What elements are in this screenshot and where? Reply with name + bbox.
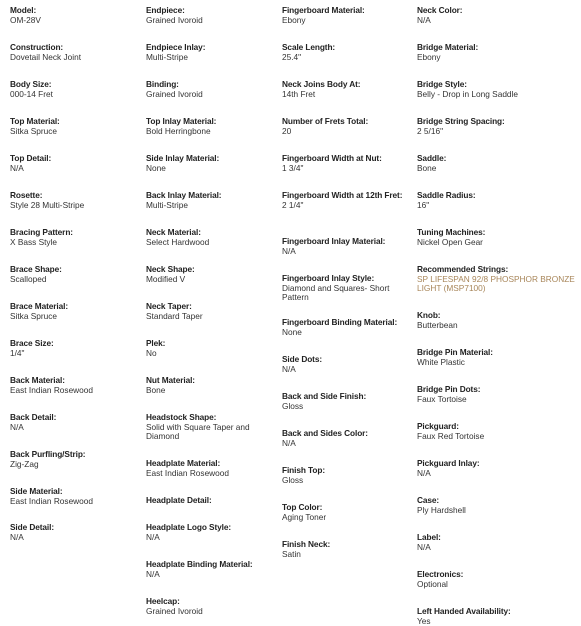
spec-label: Back Inlay Material: <box>146 191 276 201</box>
spec-item <box>10 450 138 469</box>
spec-label: Fingerboard Binding Material: <box>282 318 412 328</box>
spec-item <box>417 311 577 330</box>
spec-value: N/A <box>10 423 138 433</box>
spec-label: Bridge Pin Material: <box>417 348 577 358</box>
spec-item <box>282 43 412 62</box>
spec-value: Sitka Spruce <box>10 312 138 322</box>
spec-label: Brace Material: <box>10 302 138 312</box>
spec-value: 2 5/16" <box>417 127 577 137</box>
spec-label: Electronics: <box>417 570 577 580</box>
spec-value: East Indian Rosewood <box>10 497 138 507</box>
spec-item <box>10 6 138 25</box>
spec-item <box>417 43 577 62</box>
spec-item <box>10 191 138 210</box>
spec-label: Fingerboard Inlay Material: <box>282 237 412 247</box>
spec-label: Fingerboard Inlay Style: <box>282 274 412 284</box>
spec-label: Fingerboard Width at Nut: <box>282 154 412 164</box>
spec-value: 25.4" <box>282 53 412 63</box>
spec-label: Top Color: <box>282 503 412 513</box>
spec-value: N/A <box>417 469 577 479</box>
spec-item <box>282 237 412 256</box>
spec-item <box>10 117 138 136</box>
spec-label: Back Detail: <box>10 413 138 423</box>
spec-item <box>282 429 412 448</box>
spec-value: 14th Fret <box>282 90 412 100</box>
spec-value: Yes <box>417 617 577 626</box>
spec-label: Side Material: <box>10 487 138 497</box>
spec-item <box>417 459 577 478</box>
spec-value: OM-28V <box>10 16 138 26</box>
spec-value: N/A <box>10 533 138 543</box>
spec-value: Solid with Square Taper and Diamond <box>146 423 276 442</box>
recommended-strings-link[interactable]: SP LIFESPAN 92/8 PHOSPHOR BRONZE LIGHT (MSP7100) <box>417 275 577 294</box>
spec-label: Left Handed Availability: <box>417 607 577 617</box>
spec-item <box>282 191 412 210</box>
spec-label: Pickguard: <box>417 422 577 432</box>
spec-label: Bridge Pin Dots: <box>417 385 577 395</box>
spec-value: Nickel Open Gear <box>417 238 577 248</box>
spec-item <box>282 466 412 485</box>
spec-value: White Plastic <box>417 358 577 368</box>
spec-value: Style 28 Multi-Stripe <box>10 201 138 211</box>
spec-value: Optional <box>417 580 577 590</box>
spec-item <box>146 339 276 358</box>
spec-value: Scalloped <box>10 275 138 285</box>
spec-item <box>146 302 276 321</box>
spec-label: Headstock Shape: <box>146 413 276 423</box>
spec-label: Model: <box>10 6 138 16</box>
spec-value: 2 1/4" <box>282 201 412 211</box>
spec-value: Standard Taper <box>146 312 276 322</box>
spec-label: Saddle Radius: <box>417 191 577 201</box>
spec-value: N/A <box>282 439 412 449</box>
spec-label: Back Material: <box>10 376 138 386</box>
spec-label: Body Size: <box>10 80 138 90</box>
spec-label: Side Dots: <box>282 355 412 365</box>
spec-item <box>10 523 138 542</box>
spec-label: Nut Material: <box>146 376 276 386</box>
spec-label: Neck Material: <box>146 228 276 238</box>
spec-value: Satin <box>282 550 412 560</box>
spec-label: Neck Color: <box>417 6 577 16</box>
spec-label: Scale Length: <box>282 43 412 53</box>
spec-value: 16" <box>417 201 577 211</box>
spec-label: Top Detail: <box>10 154 138 164</box>
spec-label: Headplate Detail: <box>146 496 276 506</box>
spec-label: Construction: <box>10 43 138 53</box>
spec-label: Back and Sides Color: <box>282 429 412 439</box>
spec-value: Bone <box>417 164 577 174</box>
spec-value: N/A <box>10 164 138 174</box>
spec-item <box>417 607 577 626</box>
spec-label: Fingerboard Material: <box>282 6 412 16</box>
spec-item <box>417 265 577 294</box>
spec-item <box>282 355 412 374</box>
spec-value: Belly - Drop in Long Saddle <box>417 90 577 100</box>
spec-item <box>417 191 577 210</box>
spec-label: Number of Frets Total: <box>282 117 412 127</box>
spec-value: Multi-Stripe <box>146 201 276 211</box>
spec-value: Sitka Spruce <box>10 127 138 137</box>
spec-item <box>282 318 412 337</box>
spec-label: Tuning Machines: <box>417 228 577 238</box>
spec-value: Grained Ivoroid <box>146 90 276 100</box>
spec-value: 1 3/4" <box>282 164 412 174</box>
spec-label: Brace Shape: <box>10 265 138 275</box>
spec-item <box>10 228 138 247</box>
spec-value: N/A <box>417 16 577 26</box>
spec-label: Bridge Style: <box>417 80 577 90</box>
spec-label: Finish Top: <box>282 466 412 476</box>
spec-item <box>146 43 276 62</box>
spec-value: N/A <box>282 247 412 257</box>
spec-item <box>10 376 138 395</box>
spec-label: Rosette: <box>10 191 138 201</box>
spec-item <box>417 570 577 589</box>
spec-value: Diamond and Squares- Short Pattern <box>282 284 412 303</box>
spec-item <box>282 117 412 136</box>
spec-label: Neck Joins Body At: <box>282 80 412 90</box>
spec-item <box>146 496 276 506</box>
spec-value: Ply Hardshell <box>417 506 577 516</box>
spec-label: Case: <box>417 496 577 506</box>
spec-value: N/A <box>146 570 276 580</box>
spec-value: Faux Red Tortoise <box>417 432 577 442</box>
spec-label: Top Material: <box>10 117 138 127</box>
spec-value: None <box>146 164 276 174</box>
spec-value: X Bass Style <box>10 238 138 248</box>
spec-label: Side Detail: <box>10 523 138 533</box>
spec-label: Recommended Strings: <box>417 265 577 275</box>
spec-value: Butterbean <box>417 321 577 331</box>
spec-label: Side Inlay Material: <box>146 154 276 164</box>
spec-item <box>10 413 138 432</box>
spec-item <box>282 154 412 173</box>
spec-label: Back and Side Finish: <box>282 392 412 402</box>
spec-value: Aging Toner <box>282 513 412 523</box>
spec-label: Endpiece Inlay: <box>146 43 276 53</box>
spec-value: Gloss <box>282 402 412 412</box>
spec-value: N/A <box>146 533 276 543</box>
spec-value: 1/4" <box>10 349 138 359</box>
spec-label: Neck Taper: <box>146 302 276 312</box>
spec-value: Gloss <box>282 476 412 486</box>
spec-item <box>10 43 138 62</box>
spec-value: Ebony <box>282 16 412 26</box>
spec-value: Dovetail Neck Joint <box>10 53 138 63</box>
spec-item <box>417 348 577 367</box>
spec-item <box>146 117 276 136</box>
spec-value: Modified V <box>146 275 276 285</box>
spec-item <box>146 413 276 442</box>
spec-item <box>10 80 138 99</box>
spec-label: Knob: <box>417 311 577 321</box>
spec-label: Pickguard Inlay: <box>417 459 577 469</box>
spec-value: Select Hardwood <box>146 238 276 248</box>
spec-label: Label: <box>417 533 577 543</box>
spec-value: Faux Tortoise <box>417 395 577 405</box>
spec-item <box>417 533 577 552</box>
spec-item <box>146 376 276 395</box>
spec-item <box>417 496 577 515</box>
spec-item <box>417 228 577 247</box>
spec-value: Bone <box>146 386 276 396</box>
spec-item <box>282 6 412 25</box>
spec-item <box>146 228 276 247</box>
spec-item <box>146 459 276 478</box>
spec-label: Fingerboard Width at 12th Fret: <box>282 191 412 201</box>
spec-value: N/A <box>417 543 577 553</box>
spec-item <box>146 560 276 579</box>
spec-label: Headplate Binding Material: <box>146 560 276 570</box>
spec-label: Bridge Material: <box>417 43 577 53</box>
spec-item <box>10 265 138 284</box>
spec-item <box>146 191 276 210</box>
spec-label: Top Inlay Material: <box>146 117 276 127</box>
spec-item <box>282 503 412 522</box>
spec-item <box>10 487 138 506</box>
spec-item <box>417 154 577 173</box>
spec-label: Back Purfling/Strip: <box>10 450 138 460</box>
spec-item <box>417 6 577 25</box>
spec-item <box>146 154 276 173</box>
spec-label: Binding: <box>146 80 276 90</box>
spec-label: Heelcap: <box>146 597 276 607</box>
spec-label: Brace Size: <box>10 339 138 349</box>
spec-item <box>146 597 276 616</box>
spec-value: N/A <box>282 365 412 375</box>
spec-item <box>417 422 577 441</box>
spec-item <box>417 117 577 136</box>
spec-label: Bracing Pattern: <box>10 228 138 238</box>
spec-item <box>282 392 412 411</box>
spec-item <box>10 339 138 358</box>
spec-label: Headplate Logo Style: <box>146 523 276 533</box>
spec-value: 20 <box>282 127 412 137</box>
spec-item <box>282 274 412 303</box>
spec-label: Neck Shape: <box>146 265 276 275</box>
spec-item <box>146 523 276 542</box>
spec-label: Bridge String Spacing: <box>417 117 577 127</box>
spec-value: Multi-Stripe <box>146 53 276 63</box>
spec-value: Grained Ivoroid <box>146 607 276 617</box>
spec-label: Plek: <box>146 339 276 349</box>
spec-value: None <box>282 328 412 338</box>
spec-item <box>417 80 577 99</box>
spec-item <box>10 154 138 173</box>
spec-item <box>282 80 412 99</box>
spec-item <box>146 265 276 284</box>
spec-value: No <box>146 349 276 359</box>
spec-value: East Indian Rosewood <box>146 469 276 479</box>
spec-value: Zig-Zag <box>10 460 138 470</box>
spec-item <box>282 540 412 559</box>
spec-label: Headplate Material: <box>146 459 276 469</box>
spec-item <box>417 385 577 404</box>
spec-label: Finish Neck: <box>282 540 412 550</box>
spec-item <box>146 80 276 99</box>
spec-value: East Indian Rosewood <box>10 386 138 396</box>
spec-value: Grained Ivoroid <box>146 16 276 26</box>
spec-value: 000-14 Fret <box>10 90 138 100</box>
spec-item <box>10 302 138 321</box>
spec-value: Ebony <box>417 53 577 63</box>
spec-label: Saddle: <box>417 154 577 164</box>
spec-value: Bold Herringbone <box>146 127 276 137</box>
spec-label: Endpiece: <box>146 6 276 16</box>
spec-item <box>146 6 276 25</box>
